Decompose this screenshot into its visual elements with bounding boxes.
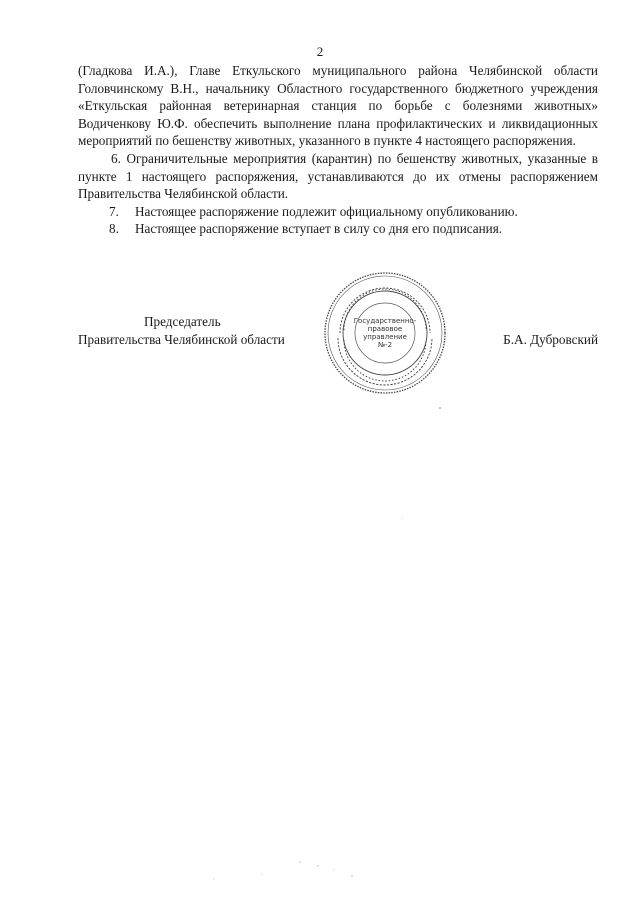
signature-block xyxy=(78,314,598,424)
list-item-number: 7. xyxy=(109,203,119,219)
seal-line: управление xyxy=(363,333,407,341)
signatory-title: Председатель xyxy=(144,314,221,329)
list-item-text: Настоящее распоряжение подлежит официальному опубликованию. xyxy=(135,203,518,219)
list-item-number: 8. xyxy=(109,221,119,237)
document-body xyxy=(78,62,598,238)
list-item-8 xyxy=(78,220,598,238)
list-item-text: Настоящее распоряжение вступает в силу со дня его подписания. xyxy=(135,221,503,237)
signatory-organization: Правительства Челябинской области xyxy=(78,332,285,347)
seal-line: Государственно- xyxy=(353,317,417,325)
signatory-name: Б.А. Дубровский xyxy=(503,332,598,347)
list-item-7 xyxy=(78,203,598,221)
paragraph-6: 6. Ограничительные мероприятия (карантин) по бешенству животных, указанные в пункте 1 настоящего распоряжения, устанавливаются до их отмены распоряжением Правительства Челябинской области. xyxy=(78,150,598,202)
seal-line: №-2 xyxy=(377,341,393,349)
page-number: 2 xyxy=(316,44,324,59)
seal-line: правовое xyxy=(367,325,403,333)
seal-inner-text xyxy=(320,268,450,398)
official-seal-stamp xyxy=(320,268,450,398)
paragraph-continuation: (Гладкова И.А.), Главе Еткульского муниципального района Челябинской области Головчинскому В.Н., начальнику Областного государственного бюджетного учреждения «Еткульская районная ветеринарная станция по борьбе с болезнями животных» Водиченкову Ю.Ф. обеспечить выполнение плана профилактических и ликвидационных мероприятий по бешенству животных, указанного в пункте 4 настоящего распоряжения. xyxy=(78,63,598,149)
